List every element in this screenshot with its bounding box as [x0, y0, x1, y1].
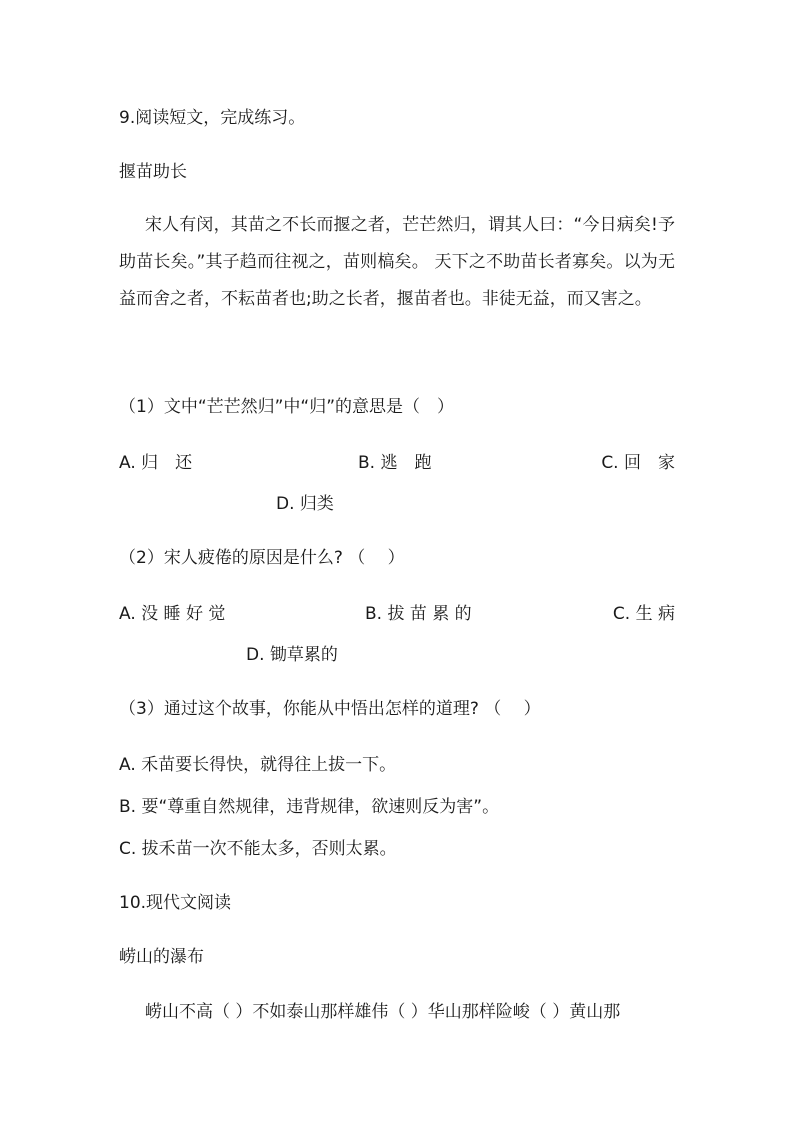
q2-option-b: B. 拔 苗 累 的: [365, 604, 472, 624]
question-1: （1）文中“芒芒然归”中“归”的意思是（ ）: [119, 397, 455, 417]
passage-text: 宋人有闵，其苗之不长而揠之者，芒芒然归，谓其人曰：“今日病矣!予助苗长矣。”其子趋而往视之，苗则槁矣。 天下之不助苗长者寡矣。以为无益而舍之者，不耘苗者也;助之长者，揠苗者也。非徒无益，而又害之。: [119, 215, 675, 309]
q3-option-a: A. 禾苗要长得快，就得往上拔一下。: [119, 755, 397, 775]
q1-option-d: D. 归类: [276, 494, 334, 514]
section-9-heading: 9.阅读短文，完成练习。: [119, 108, 306, 128]
question-2: （2）宋人疲倦的原因是什么? （ ）: [119, 548, 405, 568]
q2-option-c: C. 生 病: [612, 604, 675, 624]
modern-passage-text: 崂山不高（ ）不如泰山那样雄伟（ ）华山那样险峻（ ）黄山那: [145, 1002, 621, 1022]
q3-option-b: B. 要“尊重自然规律，违背规律，欲速则反为害”。: [119, 797, 500, 817]
q2-option-a: A. 没 睡 好 觉: [119, 604, 226, 624]
q1-option-c: C. 回 家: [601, 453, 675, 473]
passage-title: 揠苗助长: [119, 162, 187, 182]
passage-title: 崂山的瀑布: [119, 947, 204, 967]
section-10-heading: 10.现代文阅读: [119, 893, 232, 913]
q2-option-d: D. 锄草累的: [246, 645, 338, 665]
q1-option-b: B. 逃 跑: [358, 453, 432, 473]
q1-option-a: A. 归 还: [119, 453, 193, 473]
question-3: （3）通过这个故事，你能从中悟出怎样的道理? （ ）: [119, 699, 541, 719]
q3-option-c: C. 拔禾苗一次不能太多，否则太累。: [119, 839, 397, 859]
classical-passage: [119, 207, 675, 318]
